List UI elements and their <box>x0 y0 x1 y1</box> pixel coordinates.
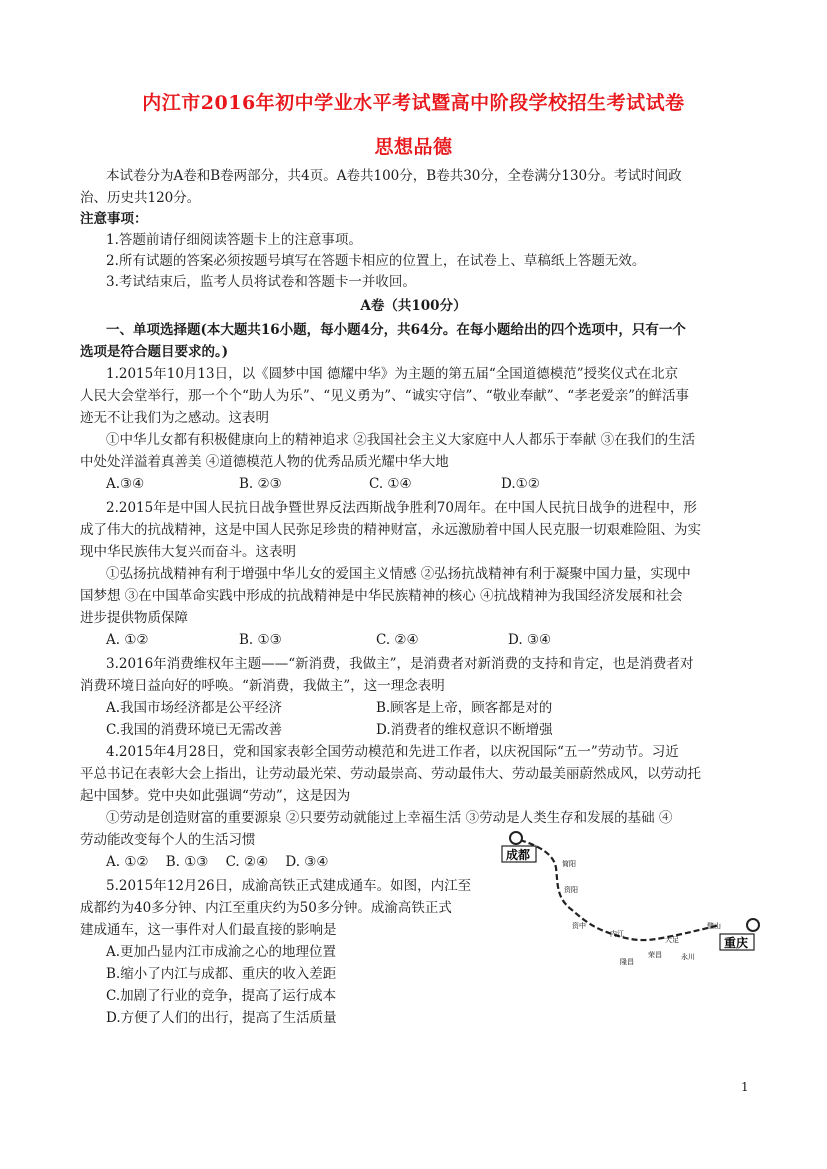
q4-options: A. ①② B. ①③ C. ②④ D. ③④ <box>106 854 329 870</box>
intro-line: 本试卷分为A卷和B卷两部分，共4页。A卷共100分，B卷共30分，全卷满分130分。考试时间政 <box>106 168 682 184</box>
notice-item: 2.所有试题的答案必须按题号填写在答题卡相应的位置上，在试卷上、草稿纸上答题无效。 <box>106 253 646 269</box>
q1-stem: 人民大会堂举行，那一个个“助人为乐”、“见义勇为”、“诚实守信”、“敬业奉献”、“孝老爱亲”的鲜活事 <box>80 388 690 404</box>
q2-stem: 成了伟大的抗战精神，这是中国人民弥足珍贵的精神财富，永远激励着中国人民克服一切艰难险阻、为实 <box>80 522 701 538</box>
q3-option-a: A.我国市场经济都是公平经济 <box>106 700 283 716</box>
station-label: 永川 <box>681 953 695 961</box>
q1-stem: 迹无不让我们为之感动。这表明 <box>80 410 269 426</box>
notice-item: 1.答题前请仔细阅读答题卡上的注意事项。 <box>106 232 362 248</box>
q4-stem: 平总书记在表彰大会上指出，让劳动最光荣、劳动最崇高、劳动最伟大、劳动最美丽蔚然成风，以劳动托 <box>80 766 701 782</box>
q1-statements: 中处处洋溢着真善美 ④道德模范人物的优秀品质光耀中华大地 <box>80 454 449 470</box>
q4-stem: 起中国梦。党中央如此强调“劳动”，这是因为 <box>80 788 351 804</box>
notice-item: 3.考试结束后，监考人员将试卷和答题卡一并收回。 <box>106 274 416 290</box>
q5-option-b: B.缩小了内江与成都、重庆的收入差距 <box>106 966 337 982</box>
q5-stem: 5.2015年12月26日，成渝高铁正式建成通车。如图，内江至 <box>106 878 472 894</box>
q5-stem: 成都约为40多分钟、内江至重庆约为50多分钟。成渝高铁正式 <box>80 900 452 916</box>
station-label: 资中 <box>572 922 586 930</box>
q1-option-d: D.①② <box>501 476 540 492</box>
q4-stem: 4.2015年4月28日，党和国家表彰全国劳动模范和先进工作者，以庆祝国际“五一”劳动节。习近 <box>106 744 679 760</box>
q3-option-b: B.顾客是上帝，顾客都是对的 <box>376 700 553 716</box>
q2-option-d: D. ③④ <box>508 632 552 648</box>
q2-stem: 2.2015年是中国人民抗日战争暨世界反法西斯战争胜利70周年。在中国人民抗日战争的进程中，形 <box>106 500 697 516</box>
notice-heading: 注意事项： <box>80 211 148 227</box>
q5-option-c: C.加剧了行业的竞争，提高了运行成本 <box>106 988 337 1004</box>
q5-stem: 建成通车，这一事件对人们最直接的影响是 <box>80 922 337 938</box>
station-label: 隆昌 <box>620 958 634 966</box>
q2-option-c: C. ②④ <box>376 632 419 648</box>
intro-line: 治、历史共120分。 <box>80 190 201 206</box>
station-label: 资阳 <box>564 886 578 894</box>
q3-stem: 消费环境日益向好的呼唤。“新消费，我做主”，这一理念表明 <box>80 678 445 694</box>
q1-option-c: C. ①④ <box>369 476 412 492</box>
exam-title: 内江市2016年初中学业水平考试暨高中阶段学校招生考试试卷 <box>142 92 685 114</box>
q1-option-a: A.③④ <box>106 476 145 492</box>
q3-stem: 3.2016年消费维权年主题——“新消费，我做主”，是消费者对新消费的支持和肯定，也是消费者对 <box>106 656 694 672</box>
q2-statements: 国梦想 ③在中国革命实践中形成的抗战精神是中华民族精神的核心 ④抗战精神为我国经济发展和社会 <box>80 588 683 604</box>
chengyu-railway-map <box>494 826 764 976</box>
part1-heading: 选项是符合题目要求的。) <box>80 344 229 360</box>
q2-statements: 进步提供物质保障 <box>80 610 188 626</box>
map-start-label: 成都 <box>506 848 531 862</box>
q2-option-a: A. ①② <box>106 632 149 648</box>
q3-option-d: D.消费者的维权意识不断增强 <box>376 722 553 738</box>
station-label: 简阳 <box>562 860 576 868</box>
chongqing-marker-icon <box>747 919 759 931</box>
station-label: 荣昌 <box>648 951 662 959</box>
q1-option-b: B. ②③ <box>239 476 282 492</box>
q2-statements: ①弘扬抗战精神有利于增强中华儿女的爱国主义情感 ②弘扬抗战精神有利于凝聚中国力量，实现中 <box>106 566 691 582</box>
railway-line <box>520 840 720 940</box>
chengdu-marker-icon <box>510 832 522 844</box>
q1-stem: 1.2015年10月13日，以《圆梦中国 德耀中华》为主题的第五届“全国道德模范”授奖仪式在北京 <box>106 366 679 382</box>
subject-title: 思想品德 <box>374 136 453 158</box>
map-end-label: 重庆 <box>724 936 749 950</box>
q2-stem: 现中华民族伟大复兴而奋斗。这表明 <box>80 544 296 560</box>
section-a-title: A卷（共100分） <box>360 298 467 314</box>
q5-option-d: D.方便了人们的出行，提高了生活质量 <box>106 1010 337 1026</box>
station-label: 璧山 <box>707 922 721 930</box>
q1-statements: ①中华儿女都有积极健康向上的精神追求 ②我国社会主义大家庭中人人都乐于奉献 ③在我们的生活 <box>106 432 696 448</box>
station-label: 内江 <box>610 930 624 938</box>
q4-statements: ①劳动是创造财富的重要源泉 ②只要劳动就能过上幸福生活 ③劳动是人类生存和发展的基础 ④ <box>106 810 673 826</box>
station-label: 大足 <box>665 936 679 944</box>
q3-option-c: C.我国的消费环境已无需改善 <box>106 722 283 738</box>
q4-statements: 劳动能改变每个人的生活习惯 <box>80 832 256 848</box>
q2-option-b: B. ①③ <box>239 632 282 648</box>
q5-option-a: A.更加凸显内江市成渝之心的地理位置 <box>106 944 337 960</box>
part1-heading: 一、单项选择题(本大题共16小题，每小题4分，共64分。在每小题给出的四个选项中，只有一个 <box>106 322 686 338</box>
page-number: 1 <box>741 1080 749 1094</box>
